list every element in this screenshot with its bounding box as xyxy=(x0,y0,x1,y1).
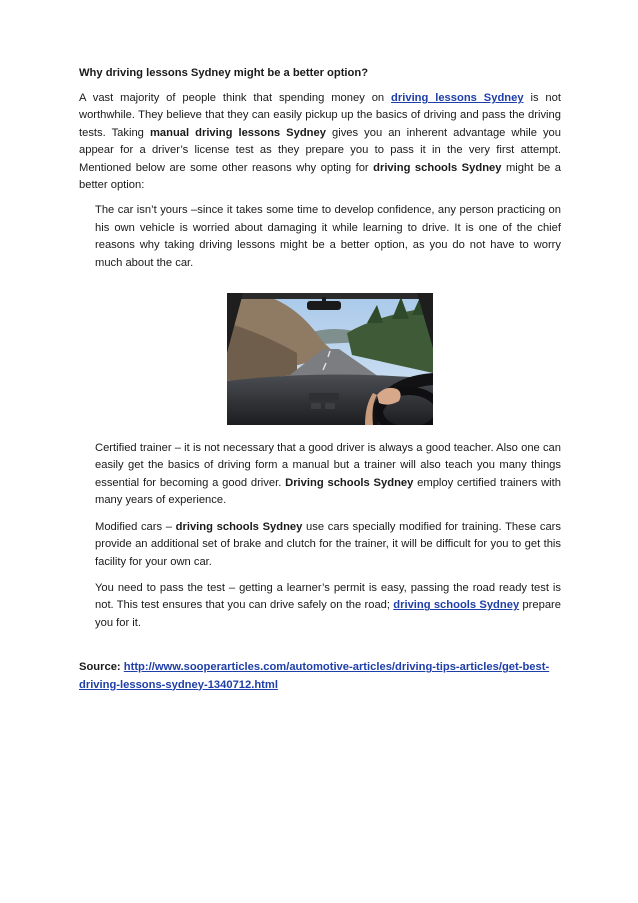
modified-text-1: Modified cars – xyxy=(95,520,176,533)
intro-bold-manual: manual driving lessons Sydney xyxy=(149,126,326,139)
source-link[interactable]: http://www.sooperarticles.com/automotive-articles/driving-tips-articles/get-best-driving-lessons-sydney-1340712.html xyxy=(79,661,550,691)
intro-paragraph xyxy=(79,90,561,194)
test-text-2: prepare you for it. xyxy=(95,599,561,629)
article-title: Why driving lessons Sydney might be a better option? xyxy=(79,67,369,79)
modified-text-2: use cars specially modified for training. These cars provide an additional set of brake and clutch for the trainer, it will be difficult for you to get this facility for your own car. xyxy=(95,520,561,568)
intro-text-3: gives you an inherent advantage while you appear for a driver’s license test as they prepare you to pass it in the very first attempt. Mentioned below are some other reasons why opting for xyxy=(79,126,561,174)
test-text-1: You need to pass the test – getting a learner’s permit is easy, passing the road ready test is not. This test ensures that you can drive safely on the road; xyxy=(95,581,561,612)
intro-bold-schools: driving schools Sydney xyxy=(373,161,502,174)
link-driving-lessons-sydney[interactable]: driving lessons Sydney xyxy=(391,92,524,104)
reason-modified-cars xyxy=(95,519,561,571)
link-driving-schools-sydney[interactable]: driving schools Sydney xyxy=(393,599,520,612)
source-line xyxy=(79,659,561,694)
reason-certified-trainer xyxy=(95,440,561,510)
article xyxy=(79,66,561,694)
intro-text-1: A vast majority of people think that spending money on xyxy=(79,92,392,104)
certified-text-2: employ certified trainers with many years of experience. xyxy=(95,476,561,507)
intro-text-4: might be a better option: xyxy=(79,161,561,192)
certified-bold-schools: Driving schools Sydney xyxy=(285,476,414,489)
reason-car-not-yours: The car isn’t yours –since it takes some time to develop confidence, any person practicing on his own vehicle is worried about damaging it while learning to drive. It is one of the chief reasons why taking driving lessons might be a better option, as you do not have to worry much about the car. xyxy=(95,204,561,269)
certified-text-1: Certified trainer – it is not necessary that a good driver is always a good teacher. Also one can easily get the basics of driving form a manual but a trainer will also teach you many things essential for becoming a good driver. xyxy=(95,442,561,489)
driving-photo-image xyxy=(227,293,433,425)
intro-text-2: is not worthwhile. They believe that they can easily pickup up the basics of driving and pass the driving tests. Taking xyxy=(79,92,561,139)
source-label: Source: xyxy=(79,661,124,674)
reason-pass-test xyxy=(95,580,561,632)
driving-photo xyxy=(227,293,433,425)
modified-bold-schools: driving schools Sydney xyxy=(175,520,303,533)
